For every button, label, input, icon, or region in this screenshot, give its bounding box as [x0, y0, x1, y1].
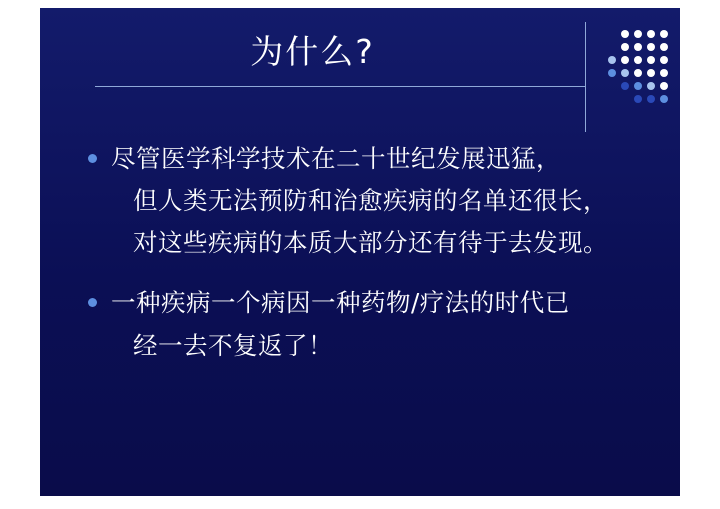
bullet-dot-icon [88, 154, 97, 163]
page-title: 为什么? [250, 32, 375, 71]
bullet-text [111, 138, 608, 264]
slide-canvas [40, 8, 680, 496]
list-item [88, 282, 668, 366]
title-divider [95, 86, 585, 87]
slide-body [88, 138, 668, 385]
slide-title-area [40, 26, 585, 73]
bullet-dot-icon [88, 298, 97, 307]
bullet-line: 经一去不复返了！ [133, 330, 333, 360]
vertical-divider [585, 22, 586, 132]
bullet-line: 尽管医学科学技术在二十世纪发展迅猛， [111, 144, 561, 173]
list-item [88, 138, 668, 264]
bullet-line: 但人类无法预防和治愈疾病的名单还很长， [133, 186, 608, 216]
bullet-text [111, 282, 570, 366]
dot-grid-decoration [599, 30, 675, 112]
bullet-line: 对这些疾病的本质大部分还有待于去发现。 [133, 228, 608, 258]
bullet-line: 一种疾病一个病因一种药物/疗法的时代已 [111, 288, 570, 318]
